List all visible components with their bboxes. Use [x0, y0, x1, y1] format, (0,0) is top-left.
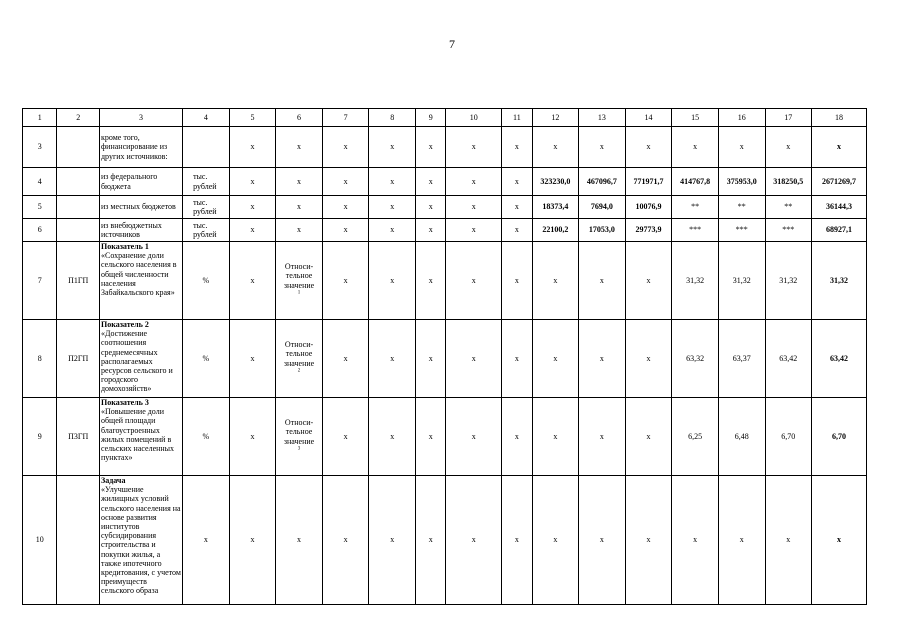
row-code: [57, 168, 100, 196]
table-row: [23, 398, 867, 476]
cell: x: [625, 127, 672, 168]
indicator-title: Показатель 1: [100, 242, 149, 251]
cell: x: [446, 320, 502, 398]
header-cell: 4: [183, 109, 230, 127]
cell: x: [276, 168, 323, 196]
header-cell: 6: [276, 109, 323, 127]
cell: x: [446, 219, 502, 242]
header-cell: 17: [765, 109, 812, 127]
cell: x: [446, 127, 502, 168]
cell: x: [532, 242, 579, 320]
row-code: П1ГП: [57, 242, 100, 320]
cell: 323230,0: [532, 168, 579, 196]
header-cell: 7: [322, 109, 369, 127]
cell: x: [322, 242, 369, 320]
cell: x: [532, 320, 579, 398]
cell: x: [416, 168, 446, 196]
row-code: [57, 196, 100, 219]
row-description: из внебюджетных источников: [99, 219, 182, 242]
row-unit: %: [183, 320, 230, 398]
cell: x: [416, 476, 446, 605]
cell: x: [765, 476, 812, 605]
cell: x: [322, 127, 369, 168]
cell: x: [229, 476, 276, 605]
cell: x: [322, 320, 369, 398]
cell: x: [718, 127, 765, 168]
row-number: 10: [23, 476, 57, 605]
task-title: Задача: [100, 476, 126, 485]
cell: x: [276, 196, 323, 219]
cell: x: [322, 196, 369, 219]
cell: x: [625, 242, 672, 320]
cell: 18373,4: [532, 196, 579, 219]
cell: x: [502, 242, 532, 320]
cell: 31,32: [718, 242, 765, 320]
cell: x: [625, 476, 672, 605]
row-code: П2ГП: [57, 320, 100, 398]
total-cell: 63,42: [812, 320, 867, 398]
cell: 63,42: [765, 320, 812, 398]
row-unit: тыс. рублей: [183, 168, 230, 196]
row-description: [99, 398, 182, 476]
table-header-row: [23, 109, 867, 127]
cell: **: [765, 196, 812, 219]
relative-value-cell: [276, 398, 323, 476]
cell: x: [416, 127, 446, 168]
cell: 31,32: [672, 242, 719, 320]
row-description: [99, 476, 182, 605]
cell: x: [532, 476, 579, 605]
cell: ***: [718, 219, 765, 242]
cell: x: [579, 320, 626, 398]
cell: x: [625, 398, 672, 476]
cell: 29773,9: [625, 219, 672, 242]
cell: x: [229, 168, 276, 196]
cell: 318250,5: [765, 168, 812, 196]
header-cell: 8: [369, 109, 416, 127]
row-code: [57, 219, 100, 242]
indicator-text: «Достижение соотношения среднемесячных располагаемых ресурсов сельского и городского домохозяйств»: [100, 329, 173, 394]
row-unit: x: [183, 476, 230, 605]
cell: x: [369, 242, 416, 320]
row-unit: %: [183, 242, 230, 320]
relative-value-note: Относи-тельное значение: [283, 261, 315, 290]
cell: x: [446, 476, 502, 605]
cell: x: [276, 219, 323, 242]
cell: 414767,8: [672, 168, 719, 196]
relative-value-note: Относи-тельное значение: [283, 339, 315, 368]
row-number: 8: [23, 320, 57, 398]
cell: x: [446, 168, 502, 196]
row-description: [99, 242, 182, 320]
indicator-table: [22, 108, 867, 605]
indicator-title: Показатель 3: [100, 398, 149, 407]
cell: x: [416, 219, 446, 242]
header-cell: 11: [502, 109, 532, 127]
cell: 22100,2: [532, 219, 579, 242]
total-cell: 6,70: [812, 398, 867, 476]
cell: x: [672, 476, 719, 605]
cell: x: [369, 168, 416, 196]
cell: 375953,0: [718, 168, 765, 196]
header-cell: 18: [812, 109, 867, 127]
total-cell: x: [812, 127, 867, 168]
header-cell: 5: [229, 109, 276, 127]
cell: x: [502, 168, 532, 196]
cell: x: [369, 127, 416, 168]
header-cell: 1: [23, 109, 57, 127]
cell: x: [532, 127, 579, 168]
cell: ***: [765, 219, 812, 242]
cell: x: [416, 320, 446, 398]
header-cell: 13: [579, 109, 626, 127]
table-row: [23, 219, 867, 242]
task-text: «Улучшение жилищных условий сельского населения на основе развития институтов субсидирования строительства и покупки жилья, а также ипотечного кредитования, с учетом преимуществ сельского образа: [100, 485, 181, 596]
row-number: 6: [23, 219, 57, 242]
cell: x: [416, 398, 446, 476]
cell: x: [322, 168, 369, 196]
cell: **: [672, 196, 719, 219]
cell: x: [502, 476, 532, 605]
cell: 63,37: [718, 320, 765, 398]
relative-value-cell: [276, 242, 323, 320]
total-cell: x: [812, 476, 867, 605]
table-row: [23, 168, 867, 196]
header-cell: 3: [99, 109, 182, 127]
header-cell: 16: [718, 109, 765, 127]
cell: x: [229, 196, 276, 219]
row-unit: тыс. рублей: [183, 196, 230, 219]
cell: x: [369, 196, 416, 219]
cell: x: [502, 219, 532, 242]
cell: 6,70: [765, 398, 812, 476]
table-row: [23, 476, 867, 605]
row-description: [99, 320, 182, 398]
cell: x: [276, 127, 323, 168]
cell: 63,32: [672, 320, 719, 398]
footnote-mark: 3: [297, 446, 301, 452]
cell: x: [446, 242, 502, 320]
row-code: П3ГП: [57, 398, 100, 476]
cell: x: [579, 398, 626, 476]
row-unit: %: [183, 398, 230, 476]
row-description: из федерального бюджета: [99, 168, 182, 196]
cell: x: [502, 320, 532, 398]
total-cell: 2671269,7: [812, 168, 867, 196]
cell: x: [672, 127, 719, 168]
cell: 7694,0: [579, 196, 626, 219]
cell: 6,48: [718, 398, 765, 476]
footnote-mark: 1: [297, 290, 301, 296]
header-cell: 14: [625, 109, 672, 127]
cell: x: [322, 476, 369, 605]
cell: x: [322, 219, 369, 242]
row-number: 3: [23, 127, 57, 168]
indicator-text: «Сохранение доли сельского населения в общей численности населения Забайкальского края»: [100, 251, 177, 297]
cell: x: [579, 242, 626, 320]
cell: x: [322, 398, 369, 476]
header-cell: 10: [446, 109, 502, 127]
header-cell: 9: [416, 109, 446, 127]
cell: x: [579, 127, 626, 168]
row-code: [57, 476, 100, 605]
cell: 6,25: [672, 398, 719, 476]
cell: ***: [672, 219, 719, 242]
row-number: 5: [23, 196, 57, 219]
cell: x: [416, 242, 446, 320]
cell: x: [502, 127, 532, 168]
cell: x: [502, 196, 532, 219]
row-description: из местных бюджетов: [99, 196, 182, 219]
cell: x: [446, 398, 502, 476]
total-cell: 36144,3: [812, 196, 867, 219]
table-row: [23, 127, 867, 168]
cell: x: [229, 320, 276, 398]
cell: x: [229, 219, 276, 242]
row-number: 9: [23, 398, 57, 476]
cell: x: [532, 398, 579, 476]
cell: x: [765, 127, 812, 168]
row-number: 4: [23, 168, 57, 196]
indicator-text: «Повышение доли общей площади благоустроенных жилых помещений в сельских населенных пунктах»: [100, 407, 175, 463]
indicator-title: Показатель 2: [100, 320, 149, 329]
row-description: кроме того, финансирование из других источников:: [99, 127, 182, 168]
cell: x: [229, 242, 276, 320]
header-cell: 2: [57, 109, 100, 127]
cell: x: [369, 219, 416, 242]
total-cell: 31,32: [812, 242, 867, 320]
page-number: 7: [449, 37, 455, 51]
table-row: [23, 320, 867, 398]
cell: x: [276, 476, 323, 605]
cell: x: [446, 196, 502, 219]
cell: x: [625, 320, 672, 398]
cell: x: [718, 476, 765, 605]
row-number: 7: [23, 242, 57, 320]
cell: 771971,7: [625, 168, 672, 196]
header-cell: 12: [532, 109, 579, 127]
cell: 17053,0: [579, 219, 626, 242]
relative-value-note: Относи-тельное значение: [283, 417, 315, 446]
row-unit: [183, 127, 230, 168]
cell: x: [369, 398, 416, 476]
row-unit: тыс. рублей: [183, 219, 230, 242]
cell: x: [369, 476, 416, 605]
cell: 10076,9: [625, 196, 672, 219]
cell: x: [502, 398, 532, 476]
cell: **: [718, 196, 765, 219]
relative-value-cell: [276, 320, 323, 398]
cell: x: [369, 320, 416, 398]
cell: 467096,7: [579, 168, 626, 196]
cell: 31,32: [765, 242, 812, 320]
header-cell: 15: [672, 109, 719, 127]
cell: x: [229, 398, 276, 476]
total-cell: 68927,1: [812, 219, 867, 242]
cell: x: [229, 127, 276, 168]
cell: x: [579, 476, 626, 605]
table-row: [23, 242, 867, 320]
table-row: [23, 196, 867, 219]
footnote-mark: 2: [297, 368, 301, 374]
cell: x: [416, 196, 446, 219]
row-code: [57, 127, 100, 168]
